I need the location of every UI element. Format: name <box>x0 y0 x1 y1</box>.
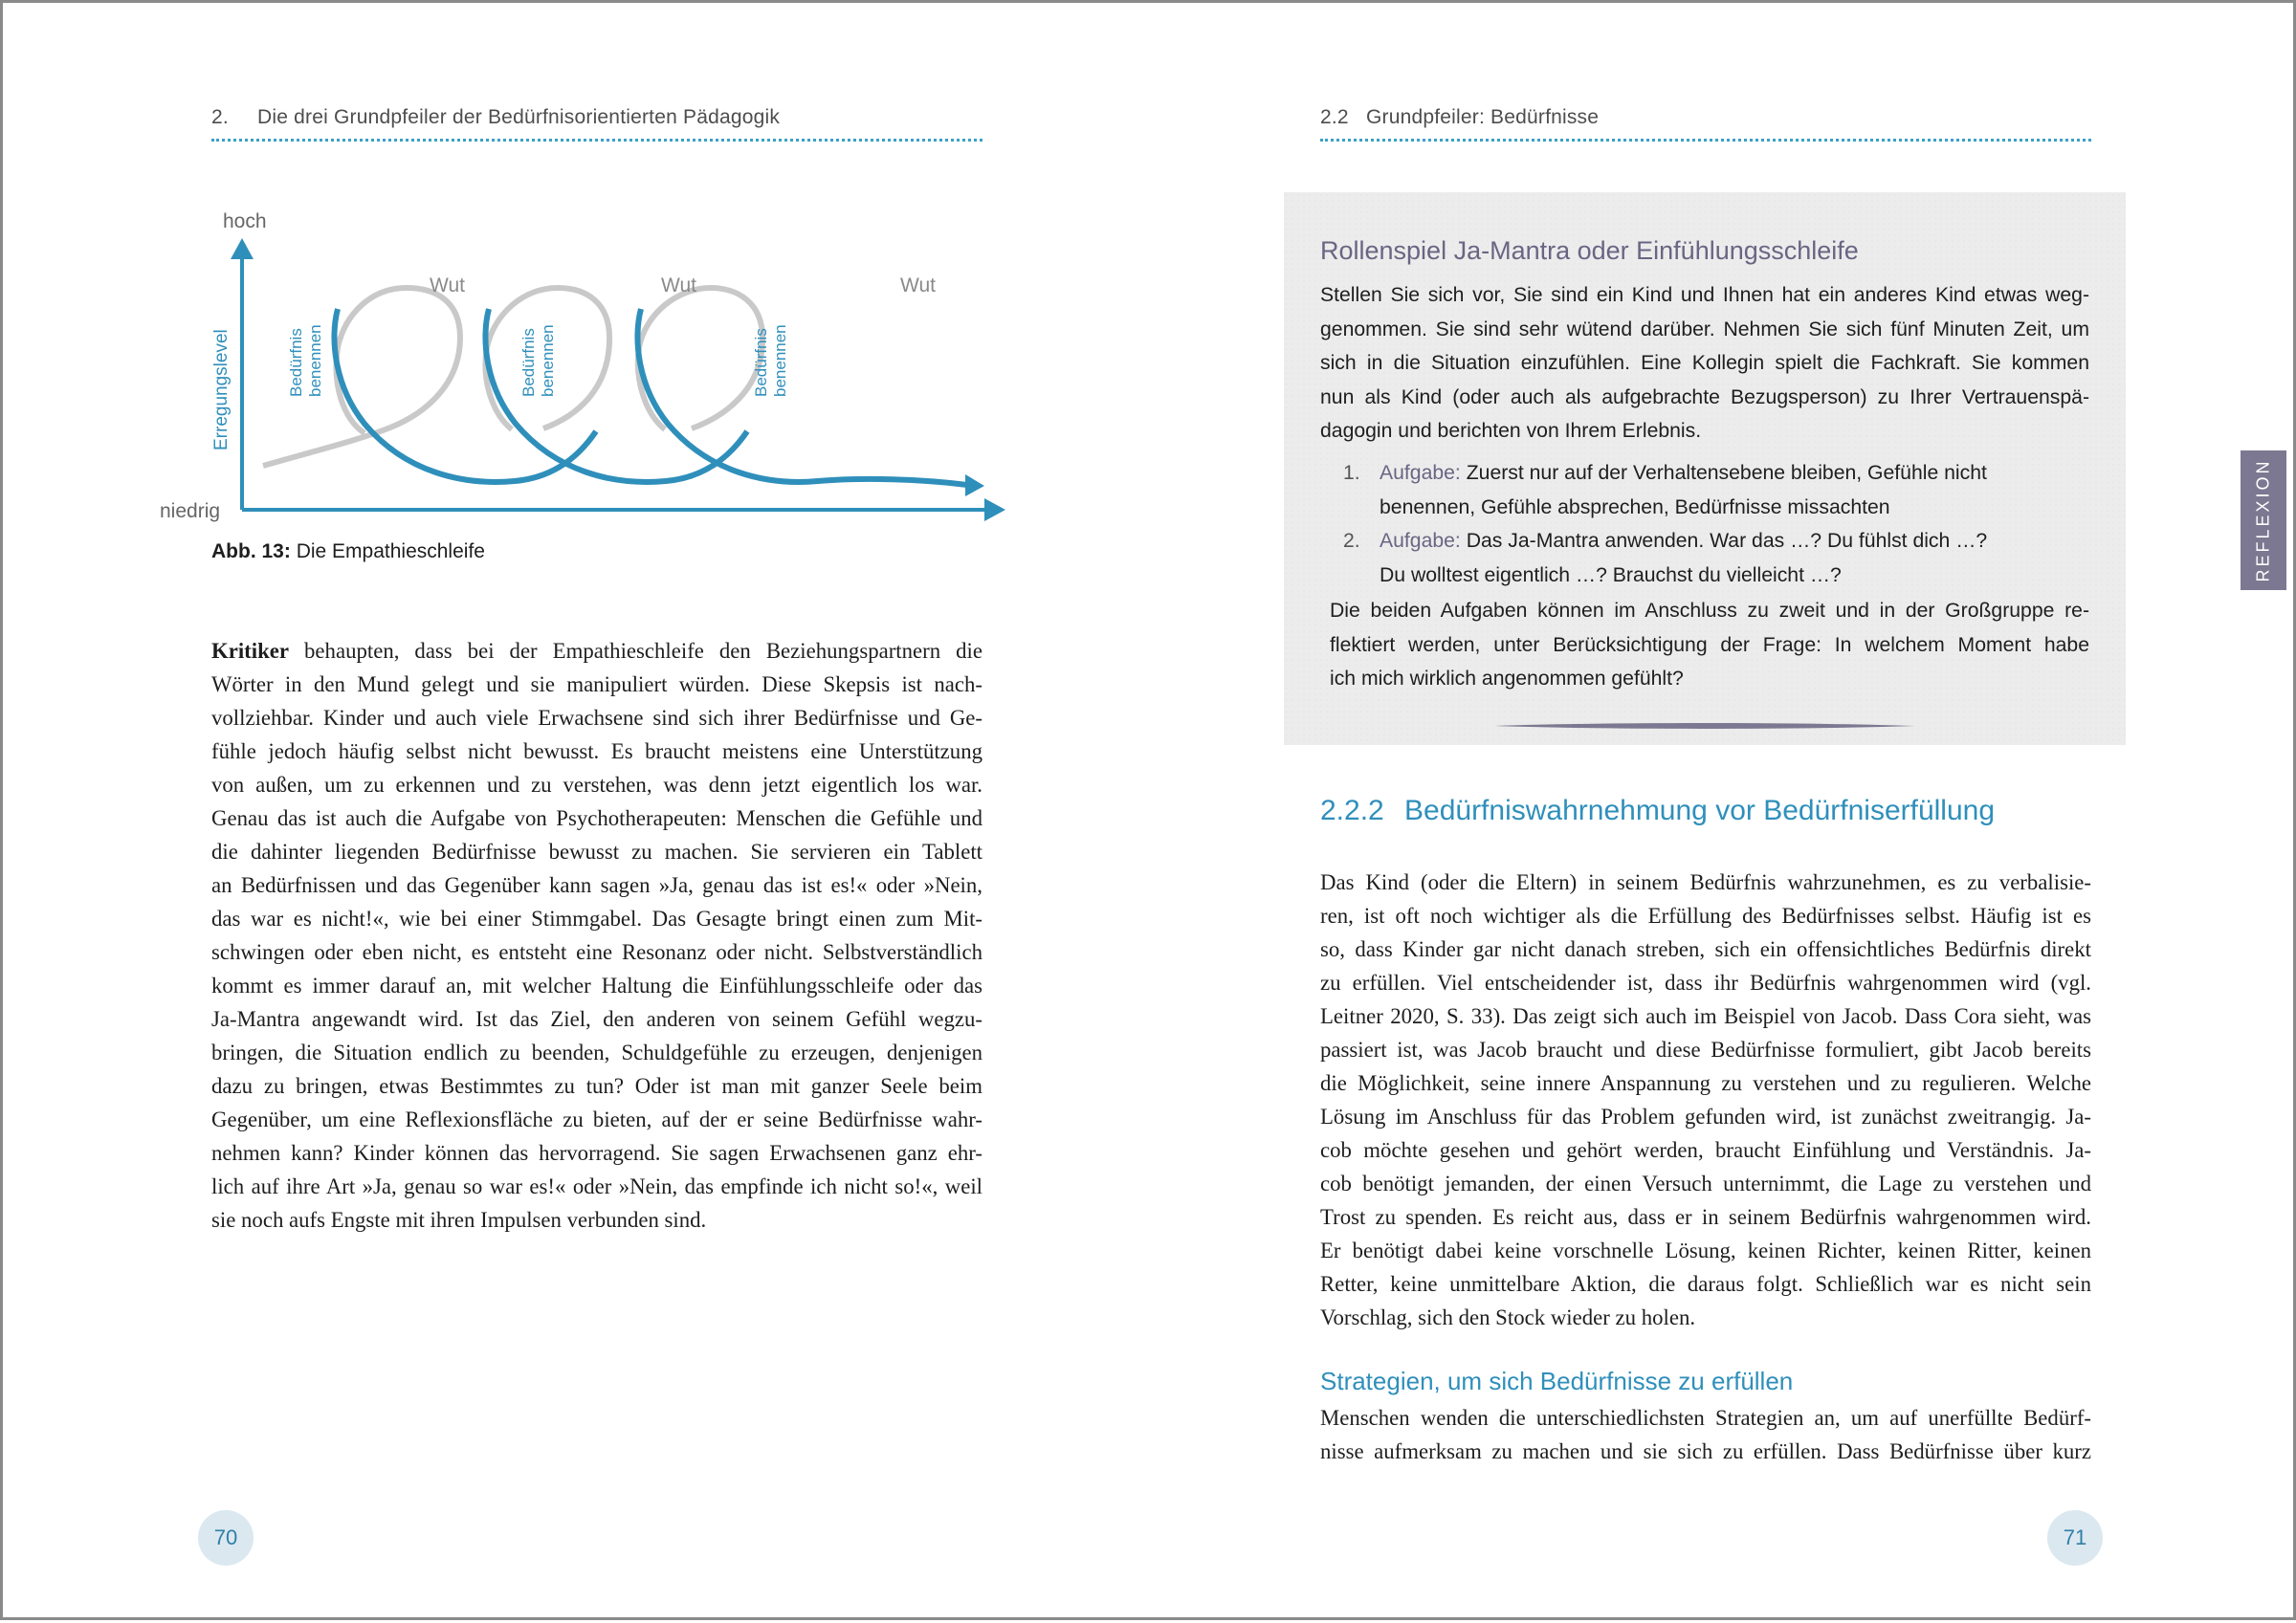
body-line: passiert ist, was Jacob braucht und diese Bedürfnisse formuliert, gibt Jacob bereits <box>1320 1038 2091 1062</box>
body-line: vollziehbar. Kinder und auch viele Erwachsene sind sich ihrer Bedürfnisse und Ge- <box>211 706 982 730</box>
body-line: das war es nicht!«, wie bei einer Stimmgabel. Das Gesagte bringt einen zum Mit- <box>211 907 982 931</box>
need-label-3 <box>752 324 789 397</box>
subsection-body-text <box>1320 1401 2091 1468</box>
chapter-title: Die drei Grundpfeiler der Bedürfnisorientierten Pädagogik <box>257 106 781 128</box>
section-number: 2.2 <box>1320 106 1349 128</box>
chapter-number: 2. <box>211 106 229 128</box>
body-line: fühle jedoch häufig selbst nicht bewusst. Es braucht meistens eine Unterstützung <box>211 739 982 763</box>
svg-text:Bedürfnis: Bedürfnis <box>752 328 770 397</box>
body-line: so, dass Kinder gar nicht danach streben, sich ein offensichtliches Bedürfnis direkt <box>1320 937 2091 961</box>
running-head-right <box>1320 106 2091 142</box>
reflection-line: genommen. Sie sind sehr wütend darüber. Nehmen Sie sich fünf Minuten Zeit, um <box>1320 318 2089 340</box>
y-axis-label: Erregungslevel <box>211 329 232 450</box>
body-line: nisse aufmerksam zu machen und sie sich zu erfüllen. Dass Bedürfnisse über kurz <box>1320 1439 2091 1463</box>
task-text: Das Ja-Mantra anwenden. War das …? Du fühlst dich …? <box>1460 530 1988 552</box>
y-top-label: hoch <box>223 210 267 232</box>
empathy-loop-figure <box>156 194 1017 558</box>
task-item <box>1320 524 2089 592</box>
body-line: sie noch aufs Engste mit ihren Impulsen verbunden sind. <box>211 1208 707 1232</box>
body-line: bringen, die Situation endlich zu beenden, Schuldgefühle zu erzeugen, denjenigen <box>211 1041 982 1064</box>
x-axis-arrow <box>984 498 1005 521</box>
peak-label-2: Wut <box>661 274 696 296</box>
reflection-intro <box>1320 278 2089 449</box>
body-line: Lösung im Anschluss für das Problem gefunden wird, ist zunächst zweitrangig. Ja- <box>1320 1105 2091 1129</box>
left-body-text <box>211 634 982 1237</box>
body-line: Vorschlag, sich den Stock wieder zu holen. <box>1320 1305 1696 1329</box>
reflection-line: Stellen Sie sich vor, Sie sind ein Kind und Ihnen hat ein anderes Kind etwas weg- <box>1320 284 2089 306</box>
body-line: die dahinter liegenden Bedürfnisse bewusst zu machen. Sie servieren ein Tablett <box>211 840 982 864</box>
task-list <box>1320 456 2089 592</box>
y-bottom-label: niedrig <box>160 500 221 522</box>
task-number: 1. <box>1343 462 1360 484</box>
reflection-box <box>1284 192 2273 745</box>
body-line: ren, ist oft noch wichtiger als die Erfüllung des Bedürfnisses selbst. Häufig ist es <box>1320 904 2091 928</box>
running-head-left <box>211 106 982 142</box>
y-axis-arrow <box>231 238 254 259</box>
need-label-2 <box>519 324 557 397</box>
reflection-closing <box>1330 594 2089 696</box>
reflection-tab-label: REFLEXION <box>2253 458 2273 582</box>
body-line: Leitner 2020, S. 33). Das zeigt sich auch im Beispiel von Jacob. Dass Cora sieht, was <box>1320 1004 2091 1028</box>
body-line: cob benötigt jemanden, der einen Versuch unternimmt, die Lage zu verstehen und <box>1320 1172 2091 1195</box>
peak-label-3: Wut <box>900 274 936 296</box>
section-heading-title: Bedürfniswahrnehmung vor Bedürfniserfüllung <box>1404 795 1996 826</box>
right-page <box>1151 3 2296 1623</box>
body-line: von außen, um zu erkennen und zu verstehen, was denn jetzt eigentlich los war. <box>211 773 982 797</box>
body-line: nehmen kann? Kinder können das hervorragend. Sie sagen Erwachsenen ganz ehr- <box>211 1141 982 1165</box>
caption-text: Die Empathieschleife <box>296 540 485 562</box>
svg-text:Bedürfnis: Bedürfnis <box>287 328 305 397</box>
body-line: dazu zu bringen, etwas Bestimmtes zu tun? Oder ist man mit ganzer Seele beim <box>211 1074 982 1098</box>
body-line: lich auf ihre Art »Ja, genau so war es!« oder »Nein, das empfinde ich nicht so!«, weil <box>211 1174 982 1198</box>
body-line: Retter, keine unmittelbare Aktion, die daraus folgt. Schließlich war es nicht sein <box>1320 1272 2091 1296</box>
body-line: Kritiker behaupten, dass bei der Empathieschleife den Beziehungspartnern die <box>211 639 982 663</box>
peak-label-1: Wut <box>430 274 465 296</box>
page-number-right: 71 <box>2047 1510 2103 1566</box>
task-text: Du wolltest eigentlich …? Brauchst du vielleicht …? <box>1380 563 1842 586</box>
loop-calm-3 <box>637 309 967 485</box>
reflection-line: ich mich wirklich angenommen gefühlt? <box>1330 668 1684 690</box>
body-line: kommt es immer darauf an, mit welcher Haltung die Einfühlungsschleife oder das <box>211 974 982 998</box>
body-line: die Möglichkeit, seine innere Anspannung zu verstehen und zu regulieren. Welche <box>1320 1071 2091 1095</box>
reflection-line: sich in die Situation einzufühlen. Eine Kollegin spielt die Fachkraft. Sie kommen <box>1320 352 2089 374</box>
task-number: 2. <box>1343 530 1360 552</box>
body-line: Genau das ist auch die Aufgabe von Psychotherapeuten: Menschen die Gefühle und <box>211 806 982 830</box>
reflection-title: Rollenspiel Ja-Mantra oder Einfühlungsschleife <box>1320 236 1859 265</box>
body-line: Gegenüber, um eine Reflexionsfläche zu bieten, auf der er seine Bedürfnisse wahr- <box>211 1108 982 1131</box>
reflection-tab <box>2241 450 2286 590</box>
need-label-1 <box>287 324 324 397</box>
reflection-line: Die beiden Aufgaben können im Anschluss zu zweit und in der Großgruppe re- <box>1330 600 2089 622</box>
decorative-swash <box>1494 720 1915 732</box>
subsection-heading: Strategien, um sich Bedürfnisse zu erfüllen <box>1320 1367 1794 1395</box>
task-text: benennen, Gefühle absprechen, Bedürfnisse missachten <box>1380 495 1890 518</box>
caption-label: Abb. 13: <box>211 540 291 562</box>
body-line: Das Kind (oder die Eltern) in seinem Bedürfnis wahrzunehmen, es zu verbalisie- <box>1320 870 2091 894</box>
page-number-left: 70 <box>198 1510 254 1566</box>
figure-caption <box>211 540 485 563</box>
body-first-word: Kritiker <box>211 639 290 663</box>
left-page <box>3 3 1151 1623</box>
calm-arrow <box>965 474 984 496</box>
task-text: Zuerst nur auf der Verhaltensebene bleiben, Gefühle nicht <box>1460 462 1987 484</box>
section-heading <box>1320 795 1995 827</box>
body-line: Trost zu spenden. Es reicht aus, dass er in seinem Bedürfnis wahrgenommen wird. <box>1320 1205 2091 1229</box>
task-item <box>1320 456 2089 524</box>
task-label: Aufgabe: <box>1380 462 1461 484</box>
svg-text:benennen: benennen <box>539 324 557 397</box>
svg-text:benennen: benennen <box>771 324 789 397</box>
section-title: Grundpfeiler: Bedürfnisse <box>1366 106 1600 128</box>
empathy-loop-diagram <box>156 194 1017 538</box>
body-line: cob möchte gesehen und gehört werden, braucht Einfühlung und Verständnis. Ja- <box>1320 1138 2091 1162</box>
body-line: an Bedürfnissen und das Gegenüber kann sagen »Ja, genau das ist es!« oder »Nein, <box>211 873 982 897</box>
reflection-line: dagogin und berichten von Ihrem Erlebnis. <box>1320 420 1702 442</box>
section-heading-number: 2.2.2 <box>1320 795 1384 826</box>
body-line: Er benötigt dabei keine vorschnelle Lösung, keinen Richter, keinen Ritter, keinen <box>1320 1239 2091 1262</box>
task-label: Aufgabe: <box>1380 530 1461 552</box>
right-body-text <box>1320 866 2091 1334</box>
body-line: Menschen wenden die unterschiedlichsten Strategien an, um auf unerfüllte Bedürf- <box>1320 1406 2091 1430</box>
svg-text:benennen: benennen <box>306 324 324 397</box>
reflection-line: flektiert werden, unter Berücksichtigung der Frage: In welchem Moment habe <box>1330 633 2089 656</box>
body-line: schwingen oder eben nicht, es entsteht eine Resonanz oder nicht. Selbstverständlich <box>211 940 982 964</box>
body-line: zu erfüllen. Viel entscheidender ist, dass ihr Bedürfnis wahrgenommen wird (vgl. <box>1320 971 2091 995</box>
reflection-line: nun als Kind (oder auch als aufgebrachte Bezugsperson) zu Ihrer Vertrauenspä- <box>1320 385 2089 408</box>
body-line: Ja-Mantra angewandt wird. Ist das Ziel, den anderen von seinem Gefühl wegzu- <box>211 1007 982 1031</box>
svg-text:Bedürfnis: Bedürfnis <box>519 328 538 397</box>
body-line: Wörter in den Mund gelegt und sie manipuliert würden. Diese Skepsis ist nach- <box>211 672 982 696</box>
